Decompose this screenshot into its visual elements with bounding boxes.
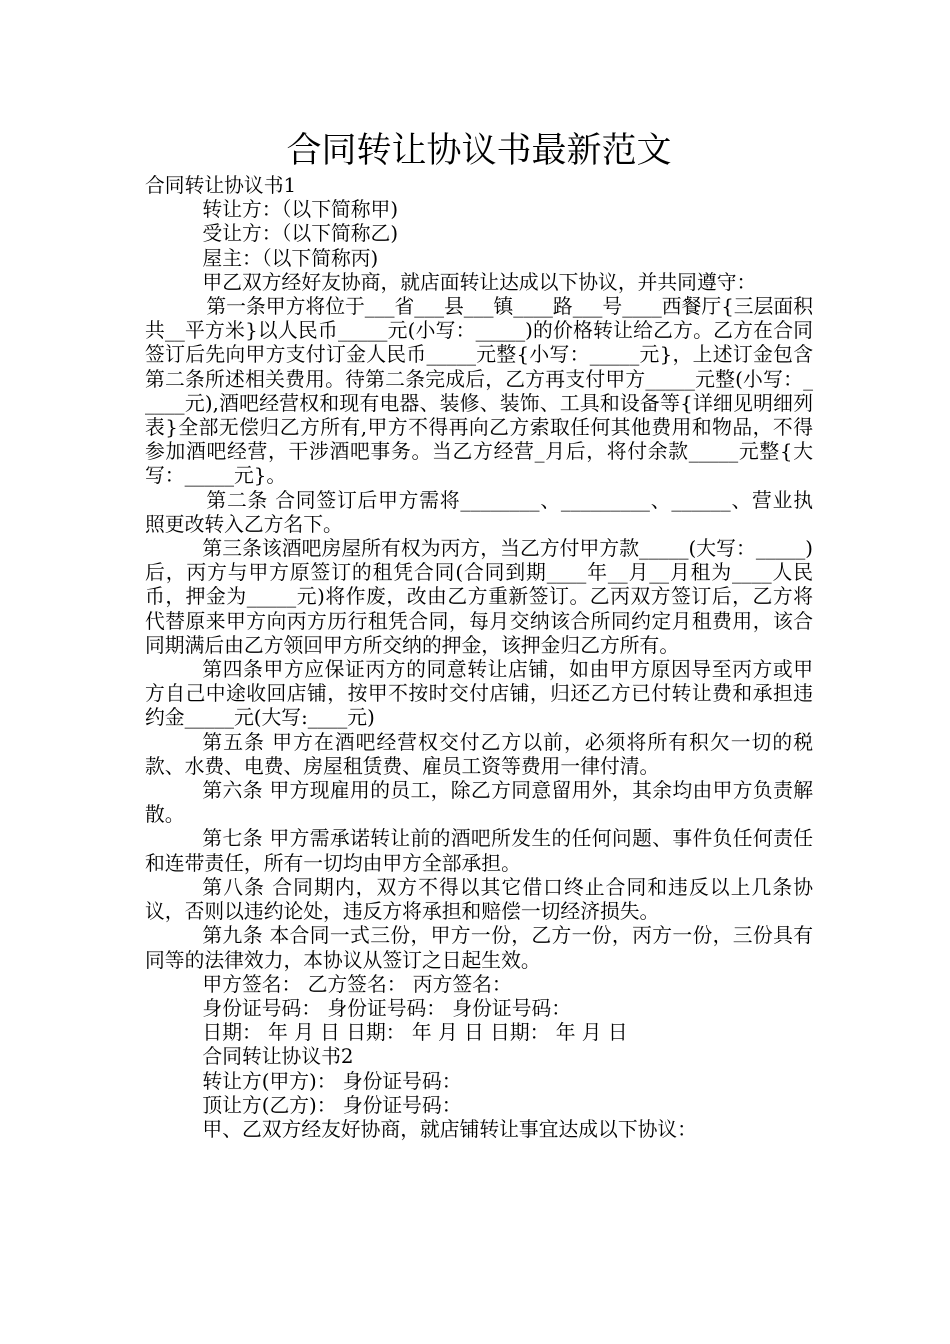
section-2-transferee: 顶让方(乙方)： 身份证号码： bbox=[202, 1093, 462, 1117]
date-line: 日期： 年 月 日 日期： 年 月 日 日期： 年 月 日 bbox=[202, 1021, 628, 1045]
article-1: 第一条甲方将位于___省___县___镇____路___号____西餐厅{三层面积共__平方米}以人民币_____元(小写：_____)的价格转让给乙方。乙方在合同签订后先向甲方支付订金人民币_____元整{小写：_____元}，上述订金包含第二条所述相关费用。待第二条完成后，乙方再支付甲方_____元整(小写：_____元),酒吧经营权和现有电器、装修、装饰、工具和设备等{详细见明细列表}全部无偿归乙方所有,甲方不得再向乙方索取任何其他费用和物品，不得参加酒吧经营，干涉酒吧事务。当乙方经营_月后，将付余款_____元整{大写：_____元}。 bbox=[145, 295, 813, 488]
article-4: 第四条甲方应保证丙方的同意转让店铺，如由甲方原因导至丙方或甲方自己中途收回店铺，按甲不按时交付店铺，归还乙方已付转让费和承担违约金_____元(大写:____元) bbox=[145, 658, 813, 730]
section-2-intro: 甲、乙双方经友好协商，就店铺转让事宜达成以下协议： bbox=[202, 1117, 697, 1141]
section-2-heading: 合同转让协议书2 bbox=[202, 1045, 354, 1069]
article-8: 第八条 合同期内，双方不得以其它借口终止合同和违反以上几条协议，否则以违约论处，违反方将承担和赔偿一切经济损失。 bbox=[145, 875, 813, 924]
article-3: 第三条该酒吧房屋所有权为丙方，当乙方付甲方款_____(大写：_____)后，丙方与甲方原签订的租凭合同(合同到期____年__月__月租为____人民币，押金为_____元)将作废，改由乙方重新签订。乙丙双方签订后，乙方将代替原来甲方向丙方历行租凭合同，每月交纳该合所同约定月租费用，该合同期满后由乙方领回甲方所交纳的押金，该押金归乙方所有。 bbox=[145, 537, 813, 657]
article-2: 第二条 合同签订后甲方需将________、_________、______、营业执照更改转入乙方名下。 bbox=[145, 488, 813, 536]
section-1-heading: 合同转让协议书1 bbox=[145, 174, 297, 197]
section-2-transferor: 转让方(甲方)： 身份证号码： bbox=[202, 1069, 462, 1093]
transferee-line: 受让方：（以下简称乙) bbox=[202, 222, 399, 246]
signature-line: 甲方签名： 乙方签名： 丙方签名： bbox=[202, 972, 512, 996]
article-9: 第九条 本合同一式三份，甲方一份，乙方一份，丙方一份，三份具有同等的法律效力，本协议从签订之日起生效。 bbox=[145, 924, 813, 972]
transferor-line: 转让方：（以下简称甲) bbox=[202, 198, 399, 222]
article-5: 第五条 甲方在酒吧经营权交付乙方以前，必须将所有积欠一切的税款、水费、电费、房屋租赁费、雇员工资等费用一律付清。 bbox=[145, 730, 813, 778]
document-title: 合同转让协议书最新范文 bbox=[286, 131, 672, 171]
article-7: 第七条 甲方需承诺转让前的酒吧所发生的任何问题、事件负任何责任和连带责任，所有一切均由甲方全部承担。 bbox=[145, 827, 813, 875]
document-page bbox=[145, 128, 813, 1142]
landlord-line: 屋主：（以下简称丙) bbox=[202, 246, 379, 270]
article-6: 第六条 甲方现雇用的员工，除乙方同意留用外，其余均由甲方负责解散。 bbox=[145, 779, 813, 827]
document-body bbox=[145, 174, 813, 1142]
id-number-line: 身份证号码： 身份证号码： 身份证号码： bbox=[202, 996, 572, 1020]
intro-paragraph: 甲乙双方经好友协商，就店面转让达成以下协议，并共同遵守： bbox=[202, 270, 757, 294]
